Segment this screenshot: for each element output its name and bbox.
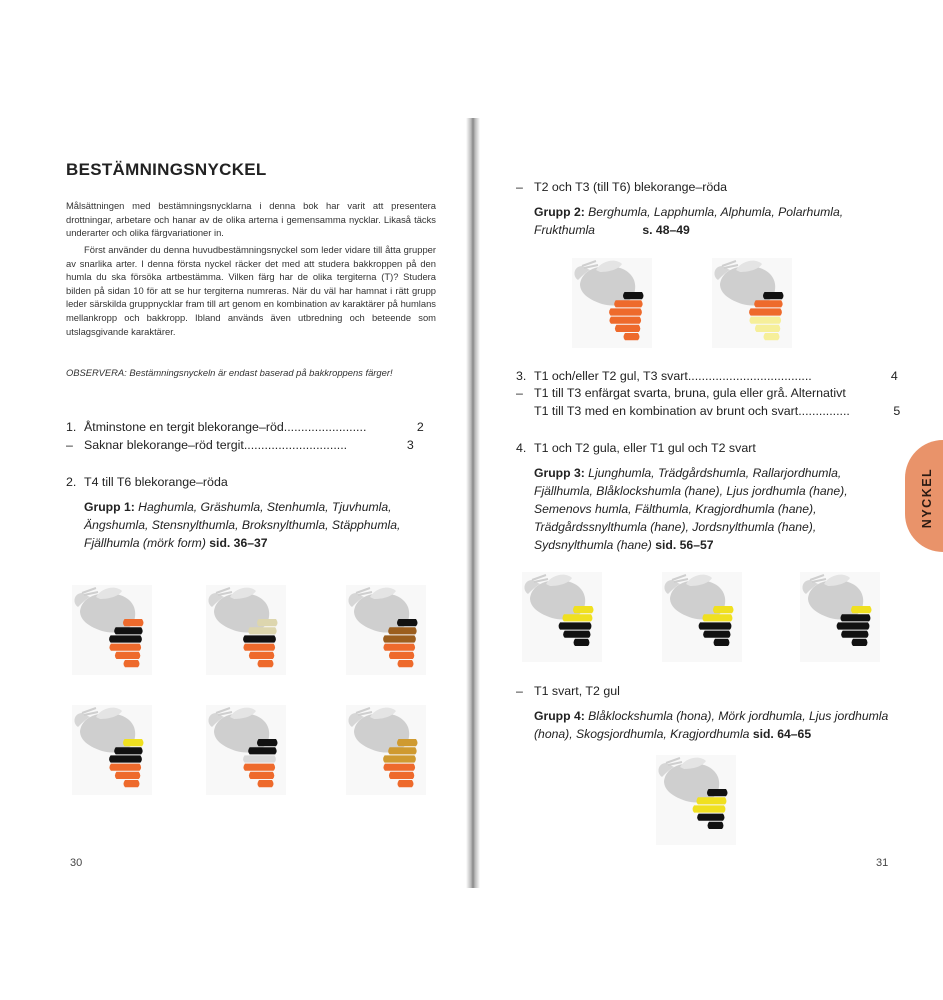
key-item-3b-line-1 <box>516 386 846 400</box>
g1-bee-4 <box>72 705 152 795</box>
g2-bee-1 <box>572 258 652 348</box>
tergite-band-6 <box>398 780 414 787</box>
leader-dots: ............... <box>798 404 850 418</box>
g2-bee-2 <box>712 258 792 348</box>
tergite-band-1 <box>623 292 644 299</box>
side-tab-label: NYCKEL <box>920 467 934 529</box>
g1-bee-2 <box>206 585 286 675</box>
g1-bee-5 <box>206 705 286 795</box>
tergite-band-5 <box>615 325 640 332</box>
group-label: Grupp 4: <box>534 709 585 723</box>
key-item-4b <box>516 684 620 698</box>
intro-paragraph-1: Målsättningen med bestämningsnycklarna i denna bok har varit att presentera drottningar, arbetare och hanar av de olika arterna i gemensamma nycklar. Likaså täcks underarter och olika färgvariationer in. <box>66 200 436 239</box>
tergite-band-2 <box>114 747 143 754</box>
tergite-band-4 <box>243 764 275 771</box>
tergite-band-2 <box>248 627 277 634</box>
group-species: Ljunghumla, Trädgårdshumla, Rallarjordhumla, Fjällhumla, Blåklockshumla (hane), Ljus jordhumla (hane), Semenovs humla, Fälthumla, Kragjordhumla (hane), Trädgårdssnylthumla (hane), Jordsnylthumla (hane), Sydsnylthumla (hane) <box>534 466 848 552</box>
g3-bee-3 <box>800 572 880 662</box>
tergite-band-1 <box>257 739 278 746</box>
tergite-band-2 <box>562 614 592 621</box>
intro-paragraph-2: Först använder du denna huvudbestämningsnyckel som leder vidare till åtta grupper av snarlika arter. I denna första nyckel räcker det med att studera bakkroppen på den humla du ska försöka artbestämma. Vilken färg har de olika tergiterna (T)? Studera bilden på sidan 10 för att se hur tergiterna numreras. När du väl har hamnat i rätt grupp leder särskilda gruppnycklar fram till art genom en kombination av karaktärer på humlans mellankropp och bakkropp. Ibland används även utbredning och beteende som utslagsgivande karaktärer. <box>66 244 436 337</box>
tergite-band-5 <box>389 772 414 779</box>
key-number: 4. <box>516 441 527 455</box>
tergite-band-3 <box>699 622 732 629</box>
tergite-band-3 <box>243 635 276 642</box>
key-target: 2 <box>416 420 424 434</box>
group-species: Blåklockshumla (hona), Mörk jordhumla, Ljus jordhumla (hona), Skogsjordhumla, Kragjordhumla <box>534 709 889 741</box>
tergite-band-6 <box>124 660 140 667</box>
group-4-entry <box>534 707 914 743</box>
book-gutter <box>466 118 480 888</box>
key-item-1a <box>66 420 424 434</box>
tergite-band-5 <box>115 652 140 659</box>
tergite-band-3 <box>749 308 782 315</box>
key-number: – <box>516 386 523 400</box>
group-label: Grupp 3: <box>534 466 585 480</box>
group-pages: sid. 36–37 <box>209 536 268 550</box>
tergite-band-6 <box>258 660 274 667</box>
key-text: T1 till T3 enfärgat svarta, bruna, gula eller grå. Alternativt <box>534 386 846 400</box>
key-text: Åtminstone en tergit blekorange–röd <box>84 420 284 434</box>
group-pages: s. 48–49 <box>642 223 690 237</box>
key-text: T1 till T3 med en kombination av brunt och svart <box>534 404 799 418</box>
g1-bee-1 <box>72 585 152 675</box>
tergite-band-3 <box>383 635 416 642</box>
tergite-band-2 <box>248 747 277 754</box>
tergite-band-6 <box>398 660 414 667</box>
tergite-band-5 <box>249 652 274 659</box>
leader-dots: ........................ <box>283 420 367 434</box>
g4-bee-1 <box>656 755 736 845</box>
tergite-band-3 <box>609 308 642 315</box>
group-label: Grupp 2: <box>534 205 585 219</box>
tergite-band-6 <box>124 780 140 787</box>
tergite-band-2 <box>702 614 732 621</box>
key-item-2b <box>516 180 727 194</box>
tergite-band-5 <box>755 325 780 332</box>
tergite-band-4 <box>749 317 781 324</box>
tergite-band-4 <box>243 644 275 651</box>
tergite-band-3 <box>837 622 870 629</box>
tergite-band-5 <box>852 639 868 646</box>
tergite-band-5 <box>249 772 274 779</box>
tergite-band-3 <box>559 622 592 629</box>
tergite-band-5 <box>714 639 730 646</box>
tergite-band-1 <box>123 739 144 746</box>
tergite-band-4 <box>841 631 868 638</box>
group-label: Grupp 1: <box>84 500 135 514</box>
key-number: 3. <box>516 369 527 383</box>
tergite-band-1 <box>397 619 418 626</box>
key-number: – <box>66 438 73 452</box>
tergite-band-1 <box>763 292 784 299</box>
tergite-band-6 <box>764 333 780 340</box>
tergite-band-4 <box>563 631 590 638</box>
group-2-entry <box>534 203 894 239</box>
key-text: T2 och T3 (till T6) blekorange–röda <box>534 180 728 194</box>
tergite-band-2 <box>696 797 726 804</box>
page-number-right: 31 <box>876 857 889 869</box>
key-text: T1 svart, T2 gul <box>534 684 620 698</box>
group-1-entry <box>84 498 434 552</box>
leader-dots: .................................... <box>687 369 812 383</box>
tergite-band-2 <box>840 614 870 621</box>
tergite-band-6 <box>624 333 640 340</box>
tergite-band-4 <box>383 764 415 771</box>
key-number: – <box>516 684 523 698</box>
g1-bee-6 <box>346 705 426 795</box>
tergite-band-2 <box>388 747 417 754</box>
tergite-band-5 <box>708 822 724 829</box>
key-item-3a <box>516 369 898 383</box>
key-note: OBSERVERA: Bestämningsnyckeln är endast baserad på bakkroppens färger! <box>66 367 393 378</box>
g3-bee-1 <box>522 572 602 662</box>
tergite-band-3 <box>109 635 142 642</box>
tergite-band-5 <box>574 639 590 646</box>
key-item-2 <box>66 475 228 489</box>
tergite-band-5 <box>115 772 140 779</box>
key-item-4a <box>516 441 756 455</box>
tergite-band-2 <box>114 627 143 634</box>
tergite-band-4 <box>703 631 730 638</box>
page-title: BESTÄMNINGSNYCKEL <box>66 160 267 179</box>
tergite-band-4 <box>609 317 641 324</box>
key-text: T4 till T6 blekorange–röda <box>84 475 228 489</box>
tergite-band-1 <box>573 606 594 613</box>
key-text: T1 och T2 gula, eller T1 gul och T2 svart <box>534 441 756 455</box>
tergite-band-1 <box>397 739 418 746</box>
tergite-band-4 <box>697 814 724 821</box>
tergite-band-1 <box>257 619 278 626</box>
tergite-band-1 <box>851 606 872 613</box>
tergite-band-2 <box>754 300 783 307</box>
group-pages: sid. 64–65 <box>752 727 812 741</box>
tergite-band-6 <box>258 780 274 787</box>
tergite-band-2 <box>388 627 417 634</box>
tergite-band-4 <box>109 764 141 771</box>
key-number: 1. <box>66 420 77 434</box>
key-item-3b-line-2 <box>534 404 900 418</box>
tergite-band-5 <box>389 652 414 659</box>
leader-dots: .............................. <box>243 438 348 452</box>
group-3-entry <box>534 464 894 554</box>
key-text: Saknar blekorange–röd tergit <box>84 438 244 452</box>
tergite-band-3 <box>693 805 726 812</box>
page-number-left: 30 <box>70 857 83 869</box>
group-species: Haghumla, Gräshumla, Stenhumla, Tjuvhumla, Ängshumla, Stensnylthumla, Broksnylthumla, Stäpphumla, Fjällhumla (mörk form) <box>84 500 401 550</box>
key-number: – <box>516 180 523 194</box>
key-target: 3 <box>406 438 414 452</box>
key-number: 2. <box>66 475 77 489</box>
key-target: 4 <box>890 369 898 383</box>
key-target: 5 <box>893 404 901 418</box>
tergite-band-1 <box>707 789 728 796</box>
tergite-band-1 <box>713 606 734 613</box>
key-item-1b <box>66 438 414 452</box>
g1-bee-3 <box>346 585 426 675</box>
key-text: T1 och/eller T2 gul, T3 svart <box>534 369 688 383</box>
g3-bee-2 <box>662 572 742 662</box>
tergite-band-3 <box>243 755 276 762</box>
tergite-band-1 <box>123 619 144 626</box>
tergite-band-4 <box>109 644 141 651</box>
tergite-band-4 <box>383 644 415 651</box>
group-species: Berghumla, Lapphumla, Alphumla, Polarhumla, Frukthumla <box>534 205 844 237</box>
tergite-band-2 <box>614 300 643 307</box>
group-pages: sid. 56–57 <box>655 538 714 552</box>
tergite-band-3 <box>109 755 142 762</box>
tergite-band-3 <box>383 755 416 762</box>
